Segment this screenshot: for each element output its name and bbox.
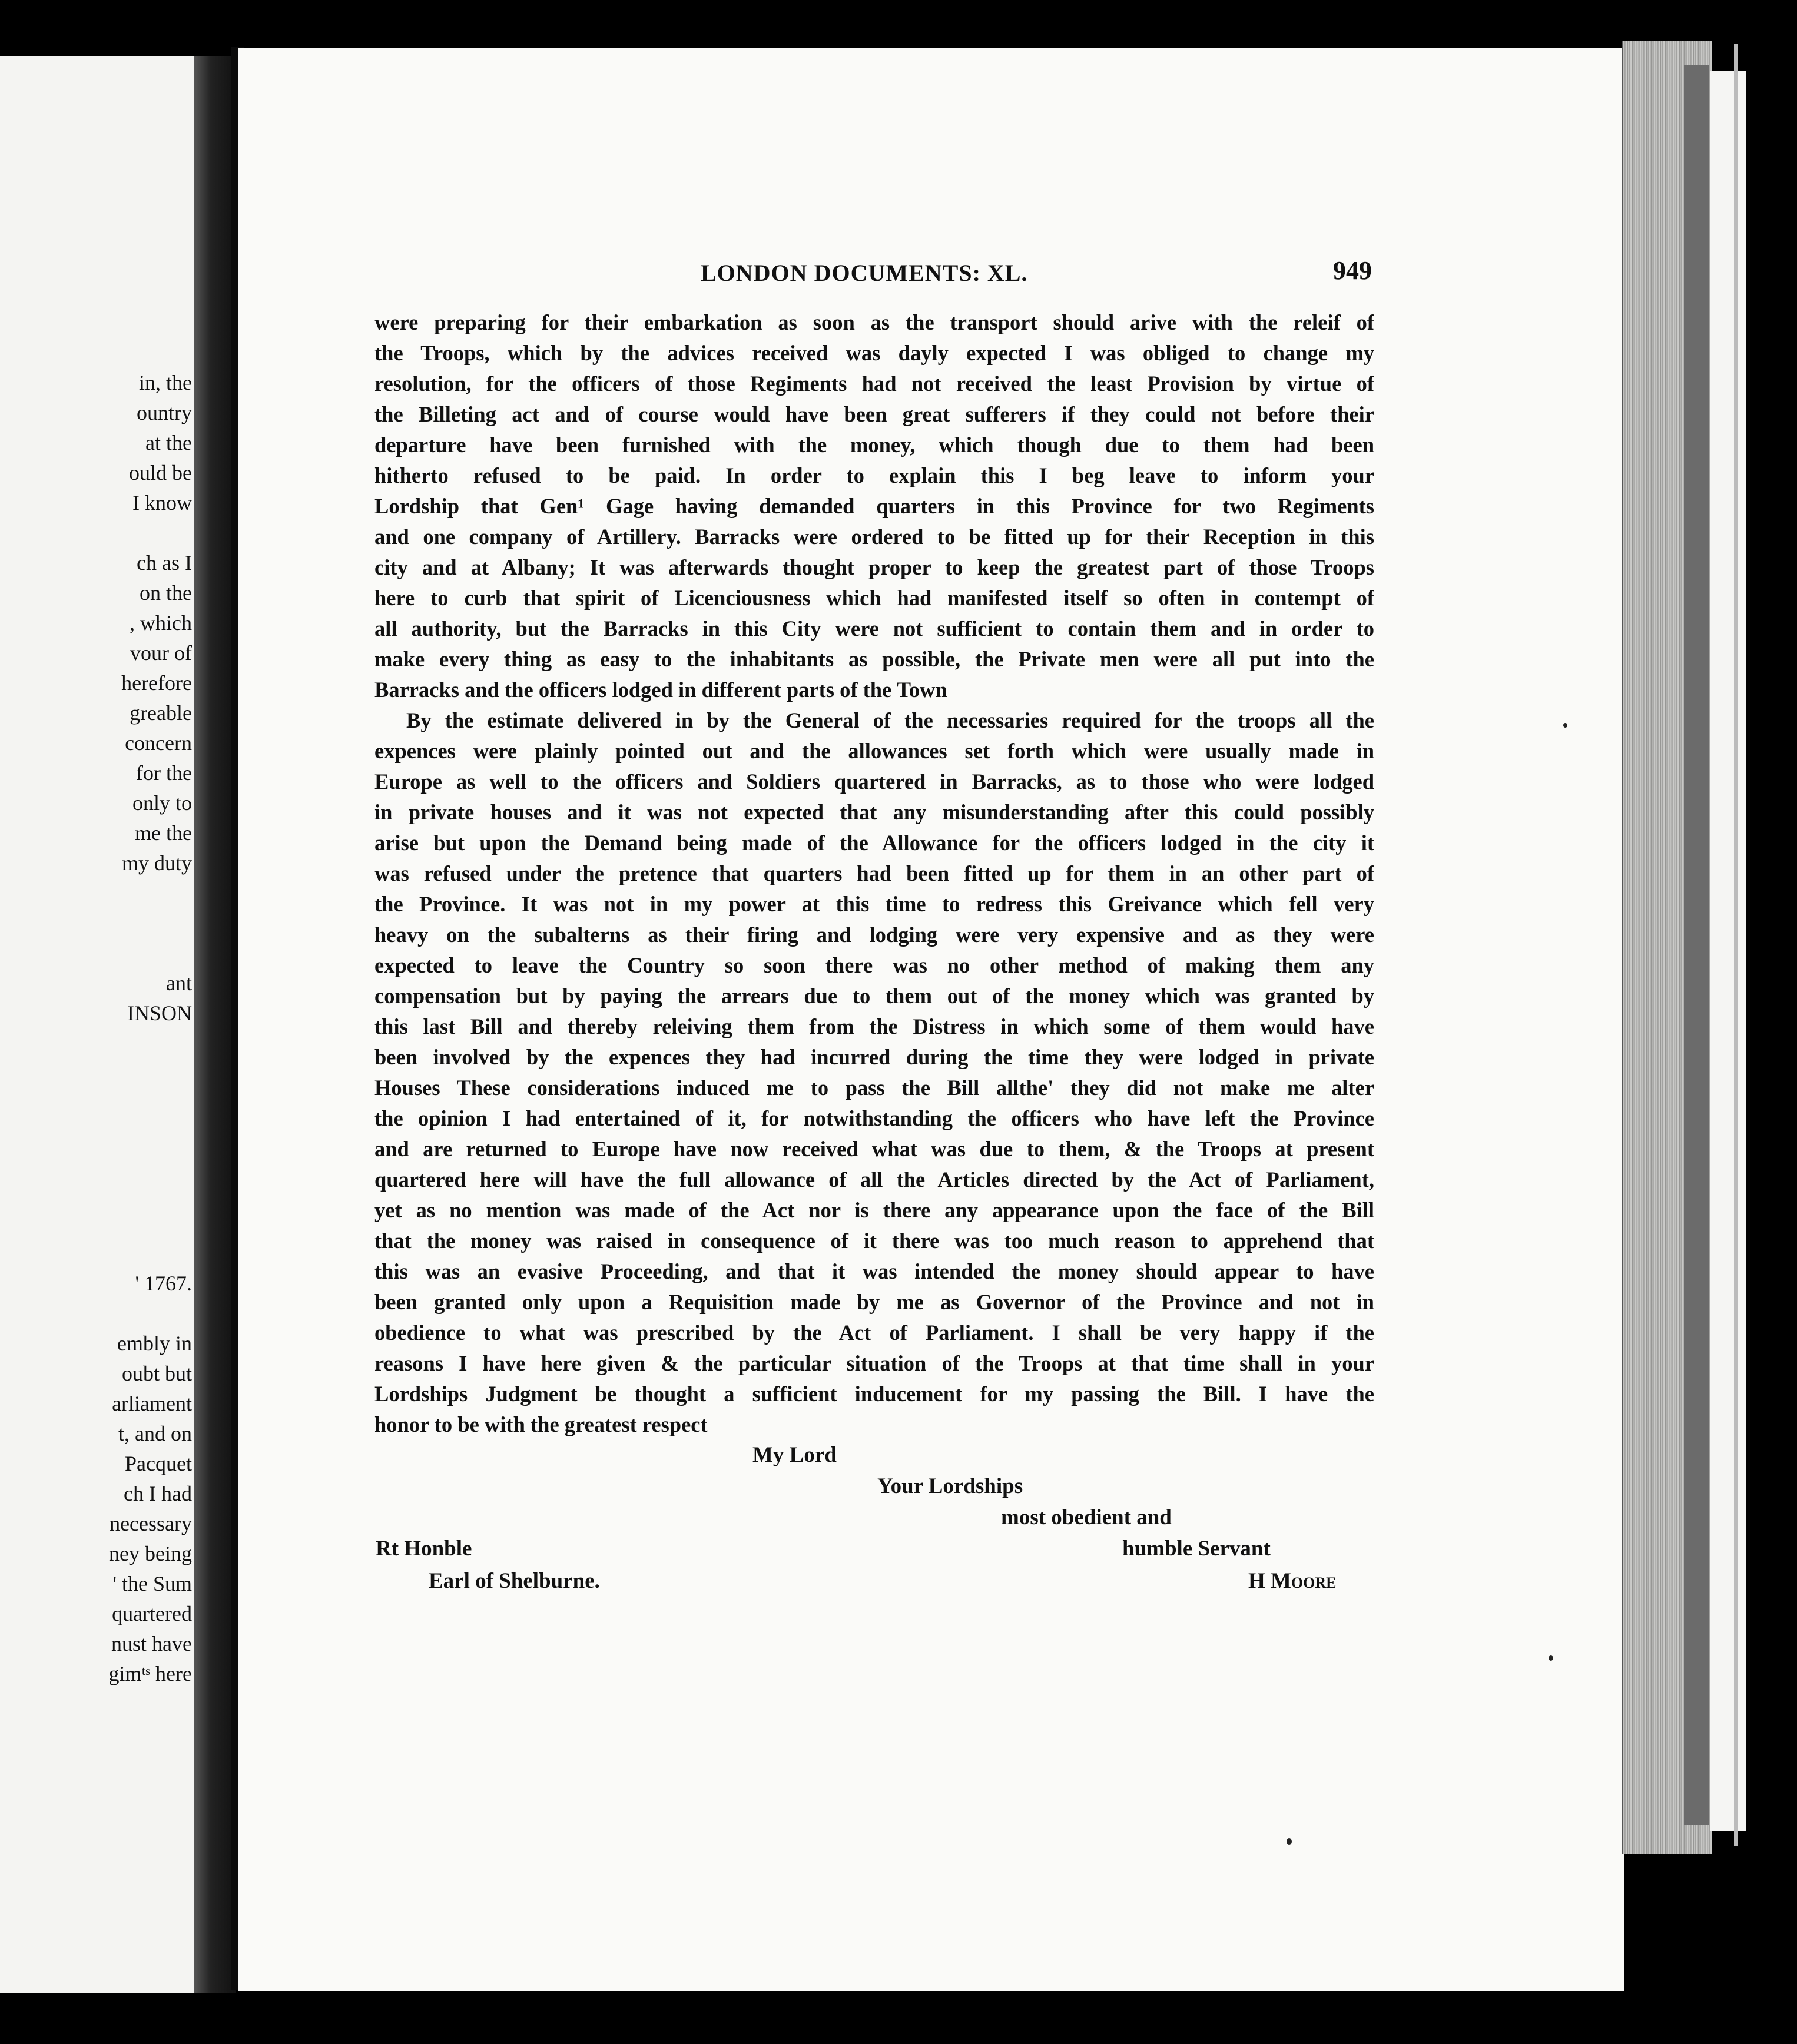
page-edge-margin [1710, 71, 1746, 1831]
previous-page-line [109, 878, 193, 908]
previous-page-line: greable [130, 701, 192, 725]
previous-page-line [109, 1028, 193, 1058]
previous-page-line [109, 938, 193, 968]
running-head: LONDON DOCUMENTS: XL. [701, 260, 1028, 286]
closing-servant: humble Servant [1122, 1537, 1271, 1561]
previous-page-line: vour of [130, 641, 192, 665]
previous-page-line: oubt but [121, 1362, 192, 1385]
previous-page-line: arliament [112, 1392, 192, 1415]
text-line: expected to leave the Country so soon there was no other method of making them any [374, 953, 1374, 977]
text-line: that the money was raised in consequence of it there was too much reason to apprehend that [374, 1229, 1374, 1253]
text-line: and one company of Artillery. Barracks were ordered to be fitted up for their Reception in this [374, 525, 1374, 549]
previous-page-line: ountry [137, 401, 192, 424]
text-line: were preparing for their embarkation as soon as the transport should arive with the releif of [374, 310, 1374, 334]
page-header [701, 256, 1372, 294]
previous-page-line: in, the [139, 371, 192, 394]
previous-page-line: INSON [127, 1001, 192, 1025]
page-edge-rim [1734, 44, 1738, 1846]
text-line: reasons I have here given & the particular situation of the Troops at that time shall in your [374, 1351, 1374, 1375]
previous-page-line: , which [130, 611, 192, 635]
addressee-name: Earl of Shelburne. [429, 1569, 600, 1593]
text-line: was refused under the pretence that quarters had been fitted up for them in an other part of [374, 861, 1374, 885]
closing-obedient: most obedient and [1001, 1505, 1172, 1529]
previous-page-line [109, 1149, 193, 1179]
previous-page-line: ch I had [124, 1482, 192, 1505]
text-line: departure have been furnished with the money, which though due to them had been [374, 433, 1374, 457]
text-line: resolution, for the officers of those Regiments had not received the least Provision by virtue of [374, 371, 1374, 396]
text-line: Lordship that Gen¹ Gage having demanded quarters in this Province for two Regiments [374, 494, 1374, 518]
scan-speck [1563, 723, 1567, 728]
text-line: the opinion I had entertained of it, for notwithstanding the officers who have left the Province [374, 1106, 1374, 1130]
previous-page-text [109, 368, 193, 1689]
text-line: been granted only upon a Requisition made by me as Governor of the Province and not in [374, 1290, 1374, 1314]
signature: H Moore [1248, 1569, 1337, 1593]
page-edge-shadow [1684, 65, 1709, 1825]
salutation: My Lord [752, 1443, 837, 1467]
previous-page-line: only to [132, 791, 192, 815]
previous-page-line [109, 1119, 193, 1149]
text-line: Europe as well to the officers and Soldiers quartered in Barracks, as to those who were lodged [374, 769, 1374, 794]
previous-page-line: ' 1767. [135, 1272, 192, 1295]
previous-page-line: nust have [111, 1632, 192, 1655]
previous-page-line: ould be [129, 461, 192, 485]
scan-speck [1549, 1655, 1553, 1661]
previous-page-line: me the [135, 821, 192, 845]
previous-page-line [109, 1209, 193, 1239]
previous-page-line: on the [140, 581, 192, 605]
previous-page-line: my duty [121, 851, 192, 875]
closing-your-lordships: Your Lordships [877, 1474, 1023, 1498]
text-line: heavy on the subalterns as their firing and lodging were very expensive and as they were [374, 923, 1374, 947]
previous-page-line: ' the Sum [112, 1572, 192, 1595]
text-line: expences were plainly pointed out and the allowances set forth which were usually made in [374, 739, 1374, 763]
text-line: By the estimate delivered in by the General of the necessaries required for the troops all the [406, 708, 1374, 732]
text-line: here to curb that spirit of Licenciousness which had manifested itself so often in contempt of [374, 586, 1374, 610]
previous-page-line [109, 1299, 193, 1329]
text-line: honor to be with the greatest respect [374, 1412, 708, 1436]
previous-page-line: embly in [117, 1332, 192, 1355]
previous-page-line [109, 518, 193, 548]
text-line: Barracks and the officers lodged in different parts of the Town [374, 678, 947, 702]
previous-page-line [109, 908, 193, 938]
scan-speck [1287, 1838, 1292, 1845]
text-line: make every thing as easy to the inhabitants as possible, the Private men were all put into the [374, 647, 1374, 671]
text-line: obedience to what was prescribed by the Act of Parliament. I shall be very happy if the [374, 1320, 1374, 1345]
previous-page-line: ney being [109, 1542, 192, 1565]
text-line: this was an evasive Proceeding, and that it was intended the money should appear to have [374, 1259, 1374, 1283]
text-line: and are returned to Europe have now received what was due to them, & the Troops at present [374, 1137, 1374, 1161]
previous-page-line [109, 1239, 193, 1269]
text-line: this last Bill and thereby releiving them from the Distress in which some of them would have [374, 1014, 1374, 1038]
previous-page-line: t, and on [118, 1422, 192, 1445]
left-page-shadow [194, 56, 236, 1993]
addressee-title: Rt Honble [376, 1537, 472, 1561]
text-line: the Billeting act and of course would have been great sufferers if they could not before their [374, 402, 1374, 426]
text-line: in private houses and it was not expected that any misunderstanding after this could possibly [374, 800, 1374, 824]
previous-page-line: concern [125, 731, 192, 755]
text-line: yet as no mention was made of the Act nor is there any appearance upon the face of the Bill [374, 1198, 1374, 1222]
text-line: been involved by the expences they had incurred during the time they were lodged in private [374, 1045, 1374, 1069]
text-line: the Troops, which by the advices received was dayly expected I was obliged to change my [374, 341, 1374, 365]
previous-page-line: for the [136, 761, 192, 785]
previous-page-line: necessary [110, 1512, 192, 1535]
text-line: quartered here will have the full allowance of all the Articles directed by the Act of Parliament, [374, 1167, 1374, 1192]
previous-page-line [109, 1089, 193, 1119]
text-line: the Province. It was not in my power at this time to redress this Greivance which fell very [374, 892, 1374, 916]
letter-body [374, 307, 1374, 1440]
text-line: arise but upon the Demand being made of the Allowance for the officers lodged in the city it [374, 831, 1374, 855]
previous-page-line: herefore [121, 671, 192, 695]
text-line: hitherto refused to be paid. In order to explain this I beg leave to inform your [374, 463, 1374, 487]
page-number: 949 [1333, 256, 1372, 285]
previous-page-line: I know [132, 491, 192, 515]
previous-page-line [109, 1179, 193, 1209]
previous-page-line: Pacquet [125, 1452, 192, 1475]
text-line: compensation but by paying the arrears due to them out of the money which was granted by [374, 984, 1374, 1008]
previous-page-line: at the [145, 431, 192, 454]
previous-page-line: ant [166, 971, 192, 995]
text-line: city and at Albany; It was afterwards thought proper to keep the greatest part of those Troops [374, 555, 1374, 579]
text-line: all authority, but the Barracks in this City were not sufficient to contain them and in order to [374, 616, 1374, 641]
text-line: Houses These considerations induced me to pass the Bill allthe' they did not make me alter [374, 1076, 1374, 1100]
previous-page-line: gimᵗˢ here [108, 1662, 192, 1685]
text-line: Lordships Judgment be thought a sufficient inducement for my passing the Bill. I have the [374, 1382, 1374, 1406]
previous-page-line: ch as I [137, 551, 192, 575]
previous-page [0, 56, 200, 1993]
previous-page-line [109, 1058, 193, 1089]
previous-page-line: quartered [112, 1602, 192, 1625]
